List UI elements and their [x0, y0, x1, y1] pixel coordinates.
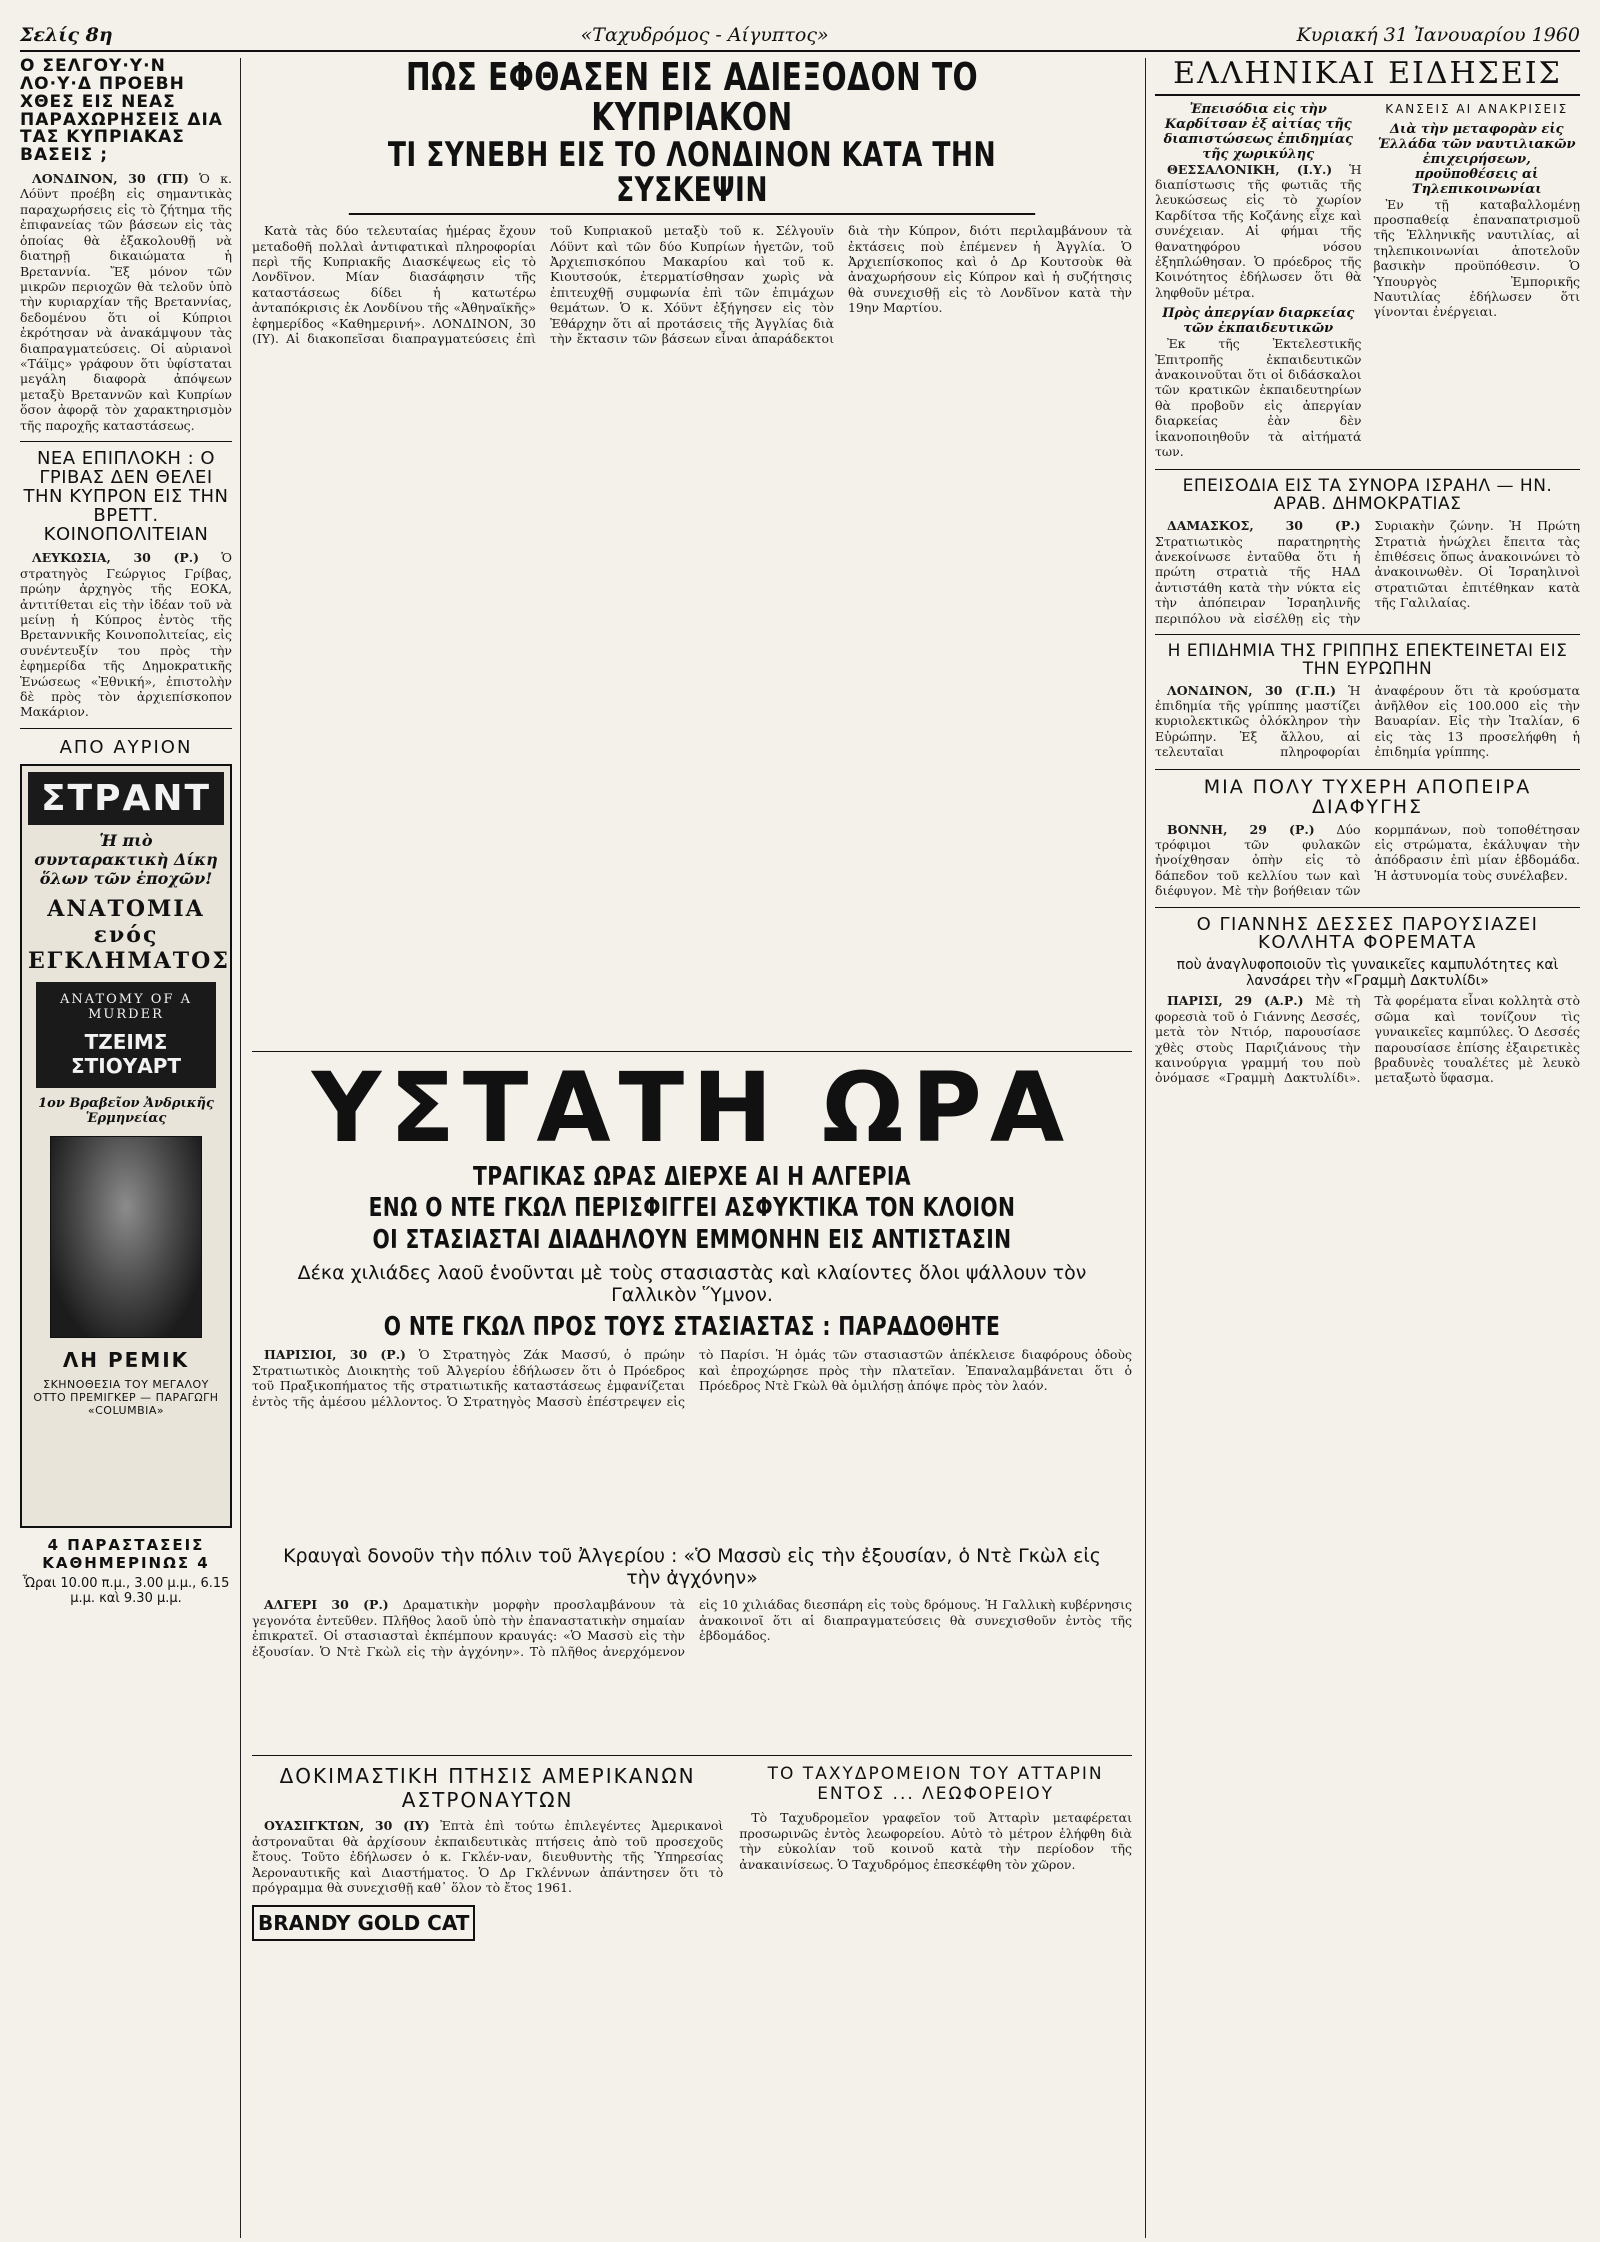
- greek-news-title: ΕΛΛΗΝΙΚΑΙ ΕΙΔΗΣΕΙΣ: [1155, 58, 1580, 96]
- greek-item4-head: Διὰ τὴν μεταφορὰν εἰς Ἑλλάδα τῶν ναυτιλιακῶν ἐπιχειρήσεων, προϋποθέσεις αἱ Τηλεπικοινωνίαι: [1377, 121, 1576, 197]
- cinema-name: ΣΤΡΑΝΤ: [40, 777, 212, 819]
- page-number: Σελίς 8η: [20, 24, 113, 46]
- greek-item3-head: ΚΑΝΣΕΙΣ ΑΙ ΑΝΑΚΡΙΣΕΙΣ: [1385, 101, 1569, 116]
- latest-hour-banner: ΥΣΤΑΤΗ ΩΡΑ: [311, 1052, 1073, 1165]
- lead-body: Ὁ κ. Λόϋντ προέβη εἰς σημαντικὰς παραχωρήσεις εἰς τὸ ζήτημα τῆς ἐπιφανείας τῶν βάσεων εἰς τὰς ὁποίας θὰ ἐξακολουθῇ νὰ διατηρῇ δικαιώματα ἡ Βρεταννία. Ἔξ μόνον τῶν μικρῶν περιοχῶν θὰ τελοῦν ὑπὸ τὴν κυριαρχίαν τῆς Βρεταννίας, δεδομένου ὅτι οἱ Κύπριοι ἐκρότησαν νὰ ἀνακάμψουν τὰς διαπραγματεύσεις. Οἱ αὐριανοὶ «Τάϊμς» γράφουν ὅτι ὑφίσταται μεγάλη διαφορὰ ἀπόψεων μεταξὺ Βρεταννῶν καὶ Κυπρίων ὅσον ἀφορᾷ τὸν χαρακτηρισμὸν τῆς παροχῆς καταστάσεως.: [20, 171, 232, 433]
- astronaut-dateline: ΟΥΑΣΙΓΚΤΩΝ, 30 (ΙΥ): [264, 1818, 430, 1834]
- algeria-sub-1: ΤΡΑΓΙΚΑΣ ΩΡΑΣ ΔΙΕΡΧΕ ΑΙ Η ΑΛΓΕΡΙΑ: [473, 1162, 911, 1193]
- algeria-deck: Δέκα χιλιάδες λαοῦ ἑνοῦνται μὲ τοὺς στασιαστὰς καὶ κλαίοντες ὅλοι ψάλλουν τὸν Γαλλικὸν Ὕμνον.: [297, 1262, 1087, 1307]
- post-office-story: [739, 1764, 1132, 1941]
- center-column: [252, 58, 1132, 2238]
- cinema-tagline: Ἡ πιὸ συνταρακτικὴ Δίκη ὅλων τῶν ἐποχῶν!: [34, 830, 218, 888]
- greek-item1-dateline: ΘΕΣΣΑΛΟΝΙΚΗ, (Ι.Υ.): [1167, 161, 1333, 177]
- flu-body: Ἡ ἐπιδημία τῆς γρίππης μαστίζει κυριολεκτικῶς ὁλόκληρον τὴν Εὐρώπην. Ἐξ ἄλλου, αἱ τελευταῖαι πληροφορίαι ἀναφέρουν ὅτι τὰ κρούσματα ἀνῆλθον εἰς 100.000 εἰς τὴν Βαυαρίαν. Εἰς τὴν Ἰταλίαν, 6 εἰς τὰς 13 προσελήφθη ἡ ἐπιδημία γρίππης.: [1155, 682, 1580, 760]
- film-original: ANATOMY OF A MURDER: [60, 991, 192, 1022]
- lead-headline: Ο ΣΕΛΓΟΥ·Υ·Ν ΛΟ·Υ·Δ ΠΡΟΕΒΗ ΧΘΕΣ ΕΙΣ ΝΕΑΣ ΠΑΡΑΧΩΡΗΣΕΙΣ ΔΙΑ ΤΑΣ ΚΥΠΡΙΑΚΑΣ ΒΑΣΕΙΣ ;: [20, 58, 223, 166]
- escape-dateline: ΒΟΝΝΗ, 29 (Ρ.): [1167, 821, 1315, 837]
- cyprus-body-text: Κατὰ τὰς δύο τελευταίας ἡμέρας ἔχουν μεταδοθῆ πολλαὶ ἀντιφατικαὶ πληροφορίαι περὶ τῆς Κυπριακῆς Διασκέψεως εἰς τὸ Λονδῖνον. Μίαν διασάφησιν τῆς καταστάσεως δίδει ἡ κατωτέρω ἀνταπόκρισις ἐκ Λονδίνου τῆς «Ἀθηναϊκῆς» ἐφημερίδος «Καθημερινή». ΛΟΝΔΙΝΟΝ, 30 (ΙΥ). Αἱ διακοπεῖσαι διαπραγματεύσεις ἐπὶ τοῦ Κυπριακοῦ μεταξὺ τοῦ κ. Σέλγουϊν Λόϋντ καὶ τῶν δύο Κυπρίων ἡγετῶν, τοῦ Ἀρχιεπισκόπου Μακαρίου καὶ τοῦ κ. Κιουτσούκ, ἐτερματίσθησαν χωρὶς νὰ ἐπιτευχθῇ συμφωνία ἐπὶ τῶν ἐπιμάχων θεμάτων. Ὁ κ. Χόϋντ ἐξήγησεν εἰς τὸν Ἐθάρχην ὅτι αἱ προτάσεις τῆς Ἀγγλίας διὰ τὴν ἔκτασιν τῶν βάσεων εἶναι ἀπαράδεκτοι διὰ τὴν Κύπρον, διότι περιλαμβάνουν τὰ ἐκτάσεις ποὺ ἐπέμενεν ἡ Ἀγγλία. Ὁ Ἀρχιεπίσκοπος καὶ ὁ Δρ Κουτσοὺκ θὰ ἀναχωρήσουν εἰς Κύπρον καὶ ἡ συζήτησις θὰ συνεχισθῇ εἰς τὸ Λονδῖνον κατὰ τὴν 19ην Μαρτίου.: [252, 223, 1132, 346]
- cyprus-body: [252, 223, 1132, 1043]
- astronaut-headline: ΔΟΚΙΜΑΣΤΙΚΗ ΠΤΗΣΙΣ ΑΜΕΡΙΚΑΝΩΝ ΑΣΤΡΟΝΑΥΤΩΝ: [279, 1764, 696, 1813]
- algeria-headline-4: Ο ΝΤΕ ΓΚΩΛ ΠΡΟΣ ΤΟΥΣ ΣΤΑΣΙΑΣΤΑΣ : ΠΑΡΑΔΟΘΗΤΕ: [383, 1312, 1001, 1343]
- border-dateline: ΔΑΜΑΣΚΟΣ, 30 (Ρ.): [1167, 518, 1361, 534]
- post-office-body: Τὸ Ταχυδρομεῖον γραφεῖον τοῦ Ἀτταρὶν μεταφέρεται προσωρινῶς ἐντὸς λεωφορείου. Αὐτὸ τὸ μέτρον ἐλήφθη διὰ τὴν εὐκολίαν τοῦ κοινοῦ κατὰ τὴν περίοδον τῆς ἀνακαινίσεως. Ὁ Ταχυδρόμος ἐπεσκέφθη τὸν χῶρον.: [739, 1810, 1132, 1872]
- algiers-dateline: ΑΛΓΕΡΙ 30 (Ρ.): [264, 1597, 389, 1613]
- border-body: Στρατιωτικὸς παρατηρητὴς ἀνεκοίνωσε ἐνταῦθα ὅτι ἡ πρώτη στρατιὰ τῆς ΗΑΔ ἀντιστάθη κατὰ τὴν νύκτα εἰς τὴν ἀπόπειραν Ἰσραηλινῆς περιπόλου νὰ εἰσέλθῃ εἰς τὴν Συριακὴν ζώνην. Ἡ Πρώτη Στρατιὰ ἠνώχλει ἔπειτα τὰς ἐπιθέσεις ὅπως ἀνακοινώνει τὸ ἀνακοινωθὲν. Οἱ Ἰσραηλινοὶ στρατιῶται ἐπιτέθηκαν κατὰ τῆς Γαλιλαίας.: [1155, 518, 1580, 626]
- left-column: [20, 58, 232, 2238]
- greek-item4-body: Ἐν τῇ καταβαλλομένῃ προσπαθείᾳ ἐπαναπατρισμοῦ τῆς Ἑλληνικῆς ναυτιλίας, αἱ τηλεπικοινωνίαι ἀποτελοῦν βασικὴν προϋπόθεσιν. Ὁ Ὑπουργὸς Ἐμπορικῆς Ναυτιλίας ἐδήλωσεν ὅτι γίνονται ἐνέργειαι.: [1373, 196, 1580, 320]
- fashion-dateline: ΠΑΡΙΣΙ, 29 (Α.Ρ.): [1167, 993, 1304, 1009]
- fashion-deck: ποὺ ἀναγλυφοποιοῦν τὶς γυναικεῖες καμπυλότητες καὶ λανσάρει τὴν «Γραμμὴ Δακτυλίδι»: [1176, 957, 1559, 990]
- second-dateline: ΛΕΥΚΩΣΙΑ, 30 (Ρ.): [32, 550, 200, 566]
- film-award: 1ον Βραβεῖον Ἀνδρικῆς Ἑρμηνείας: [38, 1095, 214, 1126]
- escape-body: Δύο τρόφιμοι τῶν φυλακῶν ἠνοίχθησαν ὀπὴν εἰς τὸ δάπεδον τοῦ κελλίου των καὶ διέφυγον. Μὲ τὴν βοήθειαν τῶν κορμπάνων, ποὺ τοποθέτησαν εἰς στρώματα, ἐκάλυψαν τὴν ἀπόδρασιν ἐπὶ μίαν ἑβδομάδα. Ἡ ἀστυνομία τοὺς συνέλαβεν.: [1155, 821, 1580, 899]
- film-star: ΤΖΕΙΜΣ ΣΤΙΟΥΑΡΤ: [70, 1029, 181, 1078]
- algeria-dateline: ΠΑΡΙΣΙΟΙ, 30 (Ρ.): [264, 1347, 406, 1363]
- flu-dateline: ΛΟΝΔΙΝΟΝ, 30 (Γ.Π.): [1167, 682, 1337, 698]
- film-title: ΑΝΑΤΟΜΙΑ ενός ΕΓΚΛΗΜΑΤΟΣ: [28, 895, 230, 974]
- issue-date: Κυριακή 31 Ἰανουαρίου 1960: [1296, 24, 1580, 46]
- gold-cat-ad: BRANDY GOLD CAT: [252, 1905, 475, 1941]
- post-office-headline: ΤΟ ΤΑΧΥΔΡΟΜΕΙΟΝ ΤΟΥ ΑΤΤΑΡΙΝ ΕΝΤΟΣ ... ΛΕΩΦΟΡΕΙΟΥ: [767, 1764, 1104, 1805]
- film-shows: 4 ΠΑΡΑΣΤΑΣΕΙΣ ΚΑΘΗΜΕΡΙΝΩΣ 4: [42, 1535, 210, 1572]
- algiers-body: Δραματικὴν μορφὴν προσλαμβάνουν τὰ γεγονότα ἐντεῦθεν. Πλῆθος λαοῦ ὑπὸ τὴν ἐπαναστατικὴν σημαίαν ἐπικρατεῖ. Οἱ στασιασταὶ ἐκπέμπουν κραυγάς: «Ὁ Μασσὺ εἰς τὴν ἐξουσίαν. Ὁ Ντὲ Γκὼλ εἰς τὴν ἀγχόνην». Τὸ πλῆθος ἀνερχόμενον εἰς 10 χιλιάδας διεσπάρη εἰς τοὺς δρόμους. Ἡ Γαλλικὴ κυβέρνησις ἀνακοινοῖ ὅτι αἱ διαπραγματεύσεις θὰ συνεχισθοῦν ἐντὸς τῆς ἑβδομάδος.: [252, 1597, 1132, 1659]
- algeria-sub-3: ΟΙ ΣΤΑΣΙΑΣΤΑΙ ΔΙΑΔΗΛΟΥΝ ΕΜΜΟΝΗΝ ΕΙΣ ΑΝΤΙΣΤΑΣΙΝ: [372, 1224, 1012, 1255]
- film-credits: ΣΚΗΝΟΘΕΣΙΑ ΤΟΥ ΜΕΓΑΛΟΥ ΟΤΤΟ ΠΡΕΜΙΓΚΕΡ — ΠΑΡΑΓΩΓΗ «COLUMBIA»: [33, 1377, 219, 1417]
- second-headline: ΝΕΑ ΕΠΙΠΛΟΚΗ : Ο ΓΡΙΒΑΣ ΔΕΝ ΘΕΛΕΙ ΤΗΝ ΚΥΠΡΟΝ ΕΙΣ ΤΗΝ ΒΡΕΤΤ. ΚΟΙΝΟΠΟΛΙΤΕΙΑΝ: [23, 447, 229, 545]
- flu-headline: Η ΕΠΙΔΗΜΙΑ ΤΗΣ ΓΡΙΠΠΗΣ ΕΠΕΚΤΕΙΝΕΤΑΙ ΕΙΣ ΤΗΝ ΕΥΡΩΠΗΝ: [1167, 640, 1568, 679]
- border-headline: ΕΠΕΙΣΟΔΙΑ ΕΙΣ ΤΑ ΣΥΝΟΡΑ ΙΣΡΑΗΛ — ΗΝ. ΑΡΑΒ. ΔΗΜΟΚΡΑΤΙΑΣ: [1182, 476, 1553, 515]
- greek-item1-body: Ἡ διαπίστωσις τῆς φωτιᾶς τῆς λευκώσεως εἰς τὸ χωρίον Καρδίτσα τῆς Κοζάνης εἶχε καὶ συνέχειαν. Αἱ φήμαι τῆς θανατηφόρου νόσου ἐξηπλώθησαν. Ὁ πρόεδρος τῆς Κοινότητος ἐδήλωσεν ὅτι θὰ ληφθοῦν μέτρα.: [1155, 161, 1362, 300]
- astronaut-body: Ἐπτὰ ἐπὶ τούτω ἐπιλεγέντες Ἀμερικανοὶ ἀστροναῦται θὰ ἀρχίσουν ἐκπαιδευτικὰς πτήσεις ἀπὸ τοῦ προσεχοῦς ἔτους. Τοῦτο ἐδήλωσεν ὁ κ. Γκλέν-ναν, διευθυντὴς τῆς Ὑπηρεσίας Ἀεροναυτικῆς καὶ Διαστήματος. Ὁ Δρ Γκλέννων ἀπάντησεν ὅτι τὸ πρόγραμμα θὰ συνεχισθῇ καθ᾿ ὅλον τὸ ἔτος 1961.: [252, 1818, 724, 1895]
- cyprus-headline-2: ΤΙ ΣΥΝΕΒΗ ΕΙΣ ΤΟ ΛΟΝΔΙΝΟΝ ΚΑΤΑ ΤΗΝ ΣΥΣΚΕΨΙΝ: [349, 138, 1035, 215]
- greek-item2-head: Πρὸς ἀπεργίαν διαρκείας τῶν ἐκπαιδευτικῶν: [1162, 306, 1355, 337]
- fashion-body: Μὲ τὴ φορεσιὰ τοῦ ὁ Γιάννης Δεσσές, μετὰ τὸν Ντιόρ, παρουσίασε χθὲς στοὺς Παριζιάνους τὴν καινούργια γραμμή του ποὺ ὀνόμασε «Γραμμὴ Δακτυλίδι». Τὰ φορέματα εἶναι κολλητὰ στὸ σῶμα καὶ τονίζουν τὶς γυναικεῖες καμπύλες. Ὁ Δεσσές παρουσίασε ἐπίσης ἐξαιρετικὲς βραδυνὲς τουαλέτες μὲ λευκὸ μεταξωτὸ ὕφασμα.: [1155, 993, 1580, 1086]
- masthead: [20, 20, 1580, 52]
- second-body: Ὁ στρατηγὸς Γεώργιος Γρίβας, πρώην ἀρχηγὸς τῆς ΕΟΚΑ, ἀντιτίθεται εἰς τὴν ἰδέαν τοῦ νὰ μείνῃ ἡ Κύπρος ἐντὸς τῆς Βρεταννικῆς Κοινοπολιτείας, εἰς συνέντευξίν του πρὸς τὴν ἐφημερίδα τῆς Δημοκρατικῆς Ἑνώσεως «Ἐθνική», ἐπιστολὴν δὲ πρὸς τὸν ἀρχιεπίσκοπον Μακάριον.: [20, 550, 232, 720]
- greek-item1-head: Ἐπεισόδια εἰς τὴν Καρδίτσαν ἐξ αἰτίας τῆς διαπιστώσεως ἐπιδημίας τῆς χωρικύλης: [1163, 101, 1353, 162]
- right-column: [1155, 58, 1580, 2238]
- fashion-headline: Ο ΓΙΑΝΝΗΣ ΔΕΣΣΕΣ ΠΑΡΟΥΣΙΑΖΕΙ ΚΟΛΛΗΤΑ ΦΟΡΕΜΑΤΑ: [1196, 913, 1539, 954]
- algeria-body: Ὁ Στρατηγὸς Ζάκ Μασσύ, ὁ πρώην Στρατιωτικὸς Διοικητὴς τοῦ Ἀλγερίου ἐδήλωσεν ὅτι ὁ Πρόεδρος τοῦ Πραξικοπήματος τῆς στρατιωτικῆς καταστάσεως ἐμφανίζεται ἐντὸς τῆς ἀμέσου μέλλοντος. Ὁ Στρατηγὸς Μασσὺ ἐπέστρεψεν εἰς τὸ Παρίσι. Ἡ ὁμάς τῶν στασιαστῶν ἀπέκλεισε διαφόρους ὁδοὺς καὶ ἐπροχώρησε πρὸς τὴν πλατεῖαν. Ἐπαναλαμβάνεται ὅτι ὁ Πρόεδρος Ντὲ Γκὼλ θὰ ὁμιλήσῃ ἀπόψε πρὸς τὸν λαόν.: [252, 1347, 1132, 1409]
- actor-photo: [50, 1136, 202, 1338]
- escape-headline: ΜΙΑ ΠΟΛΥ ΤΥΧΕΡΗ ΑΠΟΠΕΙΡΑ ΔΙΑΦΥΓΗΣ: [1203, 775, 1532, 818]
- paper-name: «Ταχυδρόμος - Αίγυπτος»: [580, 24, 829, 46]
- cyprus-headline-1: ΠΩΣ ΕΦΘΑΣΕΝ ΕΙΣ ΑΔΙΕΞΟΔΟΝ ΤΟ ΚΥΠΡΙΑΚΟΝ: [405, 58, 979, 139]
- algeria-sub-2: ΕΝΩ Ο ΝΤΕ ΓΚΩΛ ΠΕΡΙΣΦΙΓΓΕΙ ΑΣΦΥΚΤΙΚΑ ΤΟΝ ΚΛΟΙΟΝ: [368, 1193, 1016, 1224]
- algeria-headline-5: Κραυγαὶ δονοῦν τὴν πόλιν τοῦ Ἀλγερίου : «Ὁ Μασσὺ εἰς τὴν ἐξουσίαν, ὁ Ντὲ Γκὼλ εἰς τὴν ἀγχόνην»: [283, 1545, 1101, 1590]
- astronaut-story: [252, 1764, 723, 1941]
- film-times: Ὧραι 10.00 π.μ., 3.00 μ.μ., 6.15 μ.μ. καὶ 9.30 μ.μ.: [22, 1575, 230, 1606]
- film-cast: ΛΗ ΡΕΜΙΚ: [62, 1347, 190, 1372]
- tomorrow-label: ΑΠΟ ΑΥΡΙΟΝ: [59, 736, 193, 758]
- cinema-ad: [20, 764, 232, 1528]
- lead-dateline: ΛΟΝΔΙΝΟΝ, 30 (ΓΠ): [32, 171, 189, 187]
- greek-item2-body: Ἐκ τῆς Ἐκτελεστικῆς Ἐπιτροπῆς ἐκπαιδευτικῶν ἀνακοινοῦται ὅτι οἱ διδάσκαλοι τῶν κρατικῶν ἐκπαιδευτηρίων θὰ προβοῦν εἰς ἀπεργίαν διαρκείας ἐὰν δὲν ἱκανοποιηθοῦν τὰ αἰτήματά των.: [1155, 336, 1362, 459]
